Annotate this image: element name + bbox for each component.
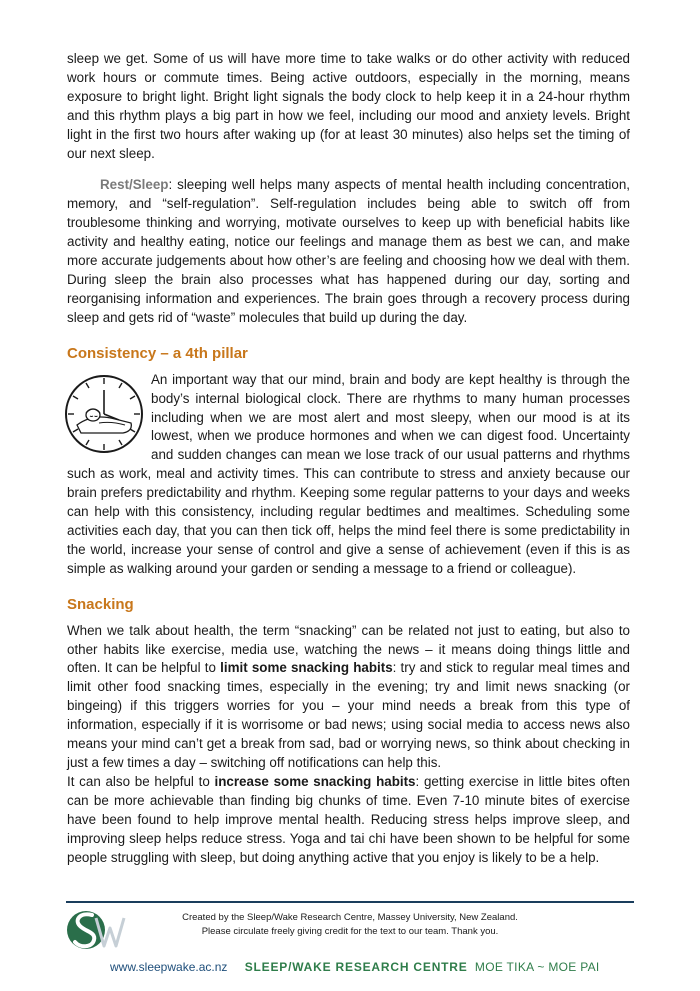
snacking-paragraph-2 [67, 773, 630, 868]
snacking-heading: Snacking [67, 595, 134, 613]
snacking-p1-bold: limit some snacking habits [220, 660, 393, 676]
snacking-p2-text-a: It can also be helpful to [67, 773, 215, 789]
consistency-paragraph: An important way that our mind, brain and body are kept healthy is through the body’s internal biological clock. There are rhythms to many human processes including when we are most alert and most sleepy, when our mood is at its lowest, when we produce hormones and when we can digest food. Uncertainty and sudden changes can mean we lose track of our usual patterns and rhythms such as work, meal and activity times. This can contribute to stress and anxiety because our brain prefers predictability and rhythm. Keeping some regular patterns to your days and weeks can help with this consistency, including regular bedtimes and mealtimes. Scheduling some activities each day, that you can then tick off, helps the mind feel there is some predictability in the world, increase your sense of control and give a sense of achievement (even if this is as simple as walking around your garden or sending a message to a friend or colleague). [67, 371, 630, 576]
snacking-p2-bold: increase some snacking habits [214, 773, 416, 789]
intro-paragraph: sleep we get. Some of us will have more time to take walks or do other activity with reduced work hours or commute times. Being active outdoors, especially in the morning, means exposure to bright light. Bright light signals the body clock to help keep it in a 24-hour rhythm and this rhythm plays a big part in how we feel, including our mood and anxiety levels. Bright light in the first two hours after waking up (for at least 30 minutes) also helps set the timing of our next sleep. [67, 51, 630, 161]
motto-text: MOE TIKA ~ MOE PAI [474, 960, 600, 974]
footer-credit [140, 911, 560, 939]
credit-line-1: Created by the Sleep/Wake Research Centre, Massey University, New Zealand. [182, 912, 518, 923]
rest-sleep-lead: Rest/Sleep [100, 177, 169, 193]
snacking-p1-text-b: : try and stick to regular meal times and limit other food snacking times, especially in the evening; try and limit news snacking (or bingeing) if this triggers worries for you – your mind needs a break from this type of information, especially if it is worrisome or bad news; using social media to access news also means your mind can’t get a break from sad, bad or worrying news, so think about checking in just a few times a day – switching off notifications can help this. [67, 660, 630, 770]
snacking-p2-text-b: : getting exercise in little bites often can be more achievable than finding big chunks of time. Even 7-10 minute bites of exercise have been found to help improve mental health. Reducing stress helps improve sleep, and improving sleep helps reduce stress. Yoga and tai chi have been shown to be helpful for some people struggling with sleep, but doing anything active that you enjoy is likely to be a help. [67, 773, 630, 865]
footer-divider [66, 901, 634, 903]
rest-sleep-paragraph [67, 176, 630, 327]
snacking-p1-text-a: When we talk about health, the term “snacking” can be related not just to eating, but also to other habits like exercise, media use, watching the news – it means doing things little and often. It can be helpful to [67, 622, 630, 676]
rest-sleep-text: : sleeping well helps many aspects of mental health including concentration, memory, and “self-regulation”. Self-regulation includes being able to switch off from troublesome thinking and worrying, motivate ourselves to keep up with beneficial habits like activity and healthy eating, notice our feelings and manage them as best we can, and make more accurate judgements about how other’s are feeling and choosing how we deal with them. During sleep the brain also processes what has happened during our day, sorting and reorganising information and experiences. The brain goes through a recovery process during sleep and gets rid of “waste” molecules that build up during the day. [67, 177, 630, 325]
credit-line-2: Please circulate freely giving credit for the text to our team. Thank you. [201, 926, 499, 937]
consistency-heading: Consistency – a 4th pillar [67, 344, 248, 362]
centre-name: SLEEP/WAKE RESEARCH CENTRE [244, 960, 468, 974]
sleep-wake-logo-icon [66, 906, 128, 952]
clock-sleeping-person-icon [63, 373, 145, 455]
snacking-paragraph-1 [67, 622, 630, 773]
website-link[interactable]: www.sleepwake.ac.nz [110, 960, 228, 974]
footer-bottom-line [110, 959, 630, 975]
document-body [67, 50, 630, 867]
